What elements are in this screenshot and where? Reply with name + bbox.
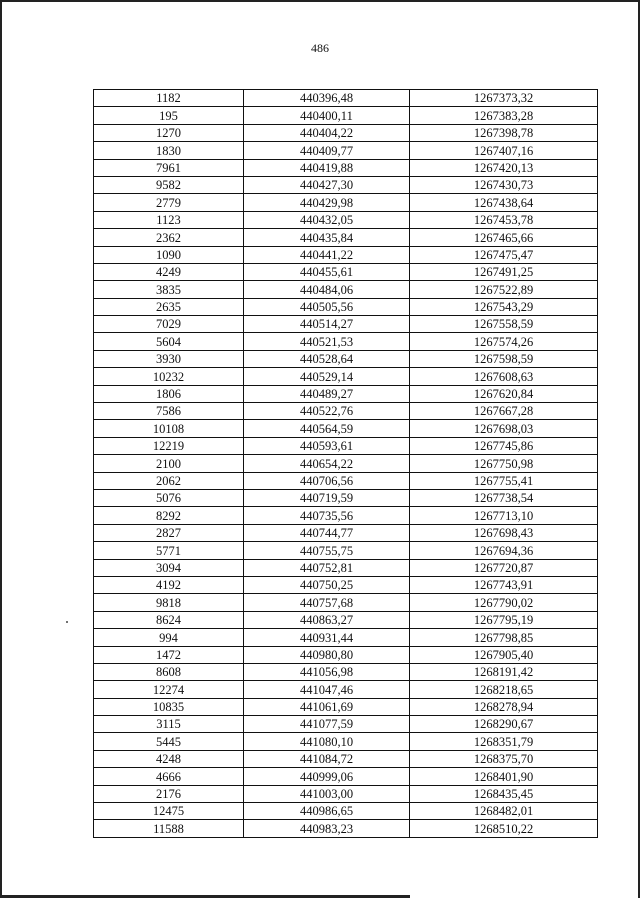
point-number-cell: 1830	[94, 142, 244, 159]
x-coordinate-cell: 440752,81	[244, 559, 410, 576]
y-coordinate-cell: 1267420,13	[410, 159, 598, 176]
point-number-cell: 195	[94, 107, 244, 124]
point-number-cell: 2827	[94, 524, 244, 541]
point-number-cell: 2635	[94, 298, 244, 315]
y-coordinate-cell: 1268191,42	[410, 663, 598, 680]
x-coordinate-cell: 440435,84	[244, 229, 410, 246]
table-row	[94, 455, 598, 472]
table-row	[94, 403, 598, 420]
x-coordinate-cell: 441056,98	[244, 663, 410, 680]
x-coordinate-cell: 440429,98	[244, 194, 410, 211]
table-row	[94, 733, 598, 750]
point-number-cell: 3930	[94, 350, 244, 367]
point-number-cell: 2100	[94, 455, 244, 472]
point-number-cell: 1806	[94, 385, 244, 402]
y-coordinate-cell: 1267522,89	[410, 281, 598, 298]
table-row	[94, 437, 598, 454]
point-number-cell: 11588	[94, 820, 244, 837]
table-row	[94, 698, 598, 715]
y-coordinate-cell: 1267438,64	[410, 194, 598, 211]
y-coordinate-cell: 1267398,78	[410, 124, 598, 141]
point-number-cell: 1182	[94, 90, 244, 107]
y-coordinate-cell: 1267453,78	[410, 211, 598, 228]
table-row	[94, 559, 598, 576]
y-coordinate-cell: 1267667,28	[410, 403, 598, 420]
x-coordinate-cell: 440505,56	[244, 298, 410, 315]
point-number-cell: 8624	[94, 611, 244, 628]
table-row	[94, 542, 598, 559]
table-row	[94, 472, 598, 489]
y-coordinate-cell: 1267598,59	[410, 350, 598, 367]
y-coordinate-cell: 1268482,01	[410, 803, 598, 820]
x-coordinate-cell: 440484,06	[244, 281, 410, 298]
table-row	[94, 142, 598, 159]
x-coordinate-cell: 441084,72	[244, 750, 410, 767]
x-coordinate-cell: 441003,00	[244, 785, 410, 802]
y-coordinate-cell: 1267608,63	[410, 368, 598, 385]
table-row	[94, 211, 598, 228]
table-row	[94, 124, 598, 141]
point-number-cell: 7961	[94, 159, 244, 176]
point-number-cell: 12475	[94, 803, 244, 820]
x-coordinate-cell: 441080,10	[244, 733, 410, 750]
x-coordinate-cell: 440419,88	[244, 159, 410, 176]
point-number-cell: 1270	[94, 124, 244, 141]
table-row	[94, 385, 598, 402]
y-coordinate-cell: 1268375,70	[410, 750, 598, 767]
table-row	[94, 681, 598, 698]
table-row	[94, 611, 598, 628]
y-coordinate-cell: 1267738,54	[410, 489, 598, 506]
point-number-cell: 2062	[94, 472, 244, 489]
point-number-cell: 3835	[94, 281, 244, 298]
point-number-cell: 7586	[94, 403, 244, 420]
page-number: 486	[311, 41, 329, 55]
x-coordinate-cell: 440409,77	[244, 142, 410, 159]
x-coordinate-cell: 440400,11	[244, 107, 410, 124]
y-coordinate-cell: 1267798,85	[410, 629, 598, 646]
page-border-top	[0, 0, 640, 2]
table-row	[94, 646, 598, 663]
y-coordinate-cell: 1267407,16	[410, 142, 598, 159]
point-number-cell: 5445	[94, 733, 244, 750]
x-coordinate-cell: 440441,22	[244, 246, 410, 263]
y-coordinate-cell: 1267755,41	[410, 472, 598, 489]
table-row	[94, 333, 598, 350]
y-coordinate-cell: 1268435,45	[410, 785, 598, 802]
x-coordinate-cell: 440514,27	[244, 316, 410, 333]
y-coordinate-cell: 1267558,59	[410, 316, 598, 333]
page-border-left	[0, 0, 2, 898]
x-coordinate-cell: 440757,68	[244, 594, 410, 611]
table-row	[94, 489, 598, 506]
x-coordinate-cell: 440396,48	[244, 90, 410, 107]
y-coordinate-cell: 1267698,43	[410, 524, 598, 541]
table-row	[94, 281, 598, 298]
y-coordinate-cell: 1267475,47	[410, 246, 598, 263]
point-number-cell: 1472	[94, 646, 244, 663]
point-number-cell: 8608	[94, 663, 244, 680]
x-coordinate-cell: 440983,23	[244, 820, 410, 837]
x-coordinate-cell: 440521,53	[244, 333, 410, 350]
y-coordinate-cell: 1267383,28	[410, 107, 598, 124]
x-coordinate-cell: 440455,61	[244, 263, 410, 280]
y-coordinate-cell: 1267698,03	[410, 420, 598, 437]
y-coordinate-cell: 1267795,19	[410, 611, 598, 628]
table-row	[94, 785, 598, 802]
x-coordinate-cell: 440593,61	[244, 437, 410, 454]
y-coordinate-cell: 1267790,02	[410, 594, 598, 611]
y-coordinate-cell: 1267465,66	[410, 229, 598, 246]
x-coordinate-cell: 440529,14	[244, 368, 410, 385]
table-row	[94, 90, 598, 107]
point-number-cell: 1090	[94, 246, 244, 263]
point-number-cell: 9582	[94, 176, 244, 193]
point-number-cell: 5604	[94, 333, 244, 350]
y-coordinate-cell: 1268290,67	[410, 716, 598, 733]
y-coordinate-cell: 1267743,91	[410, 576, 598, 593]
x-coordinate-cell: 440427,30	[244, 176, 410, 193]
point-number-cell: 8292	[94, 507, 244, 524]
table-row	[94, 524, 598, 541]
point-number-cell: 4192	[94, 576, 244, 593]
y-coordinate-cell: 1268351,79	[410, 733, 598, 750]
table-row	[94, 716, 598, 733]
table-row	[94, 803, 598, 820]
x-coordinate-cell: 441061,69	[244, 698, 410, 715]
x-coordinate-cell: 440719,59	[244, 489, 410, 506]
point-number-cell: 5076	[94, 489, 244, 506]
table-row	[94, 298, 598, 315]
table-row	[94, 750, 598, 767]
x-coordinate-cell: 440863,27	[244, 611, 410, 628]
point-number-cell: 5771	[94, 542, 244, 559]
table-row	[94, 194, 598, 211]
x-coordinate-cell: 440755,75	[244, 542, 410, 559]
table-row	[94, 594, 598, 611]
table-row	[94, 263, 598, 280]
point-number-cell: 10835	[94, 698, 244, 715]
x-coordinate-cell: 441047,46	[244, 681, 410, 698]
point-number-cell: 4249	[94, 263, 244, 280]
x-coordinate-cell: 440744,77	[244, 524, 410, 541]
point-number-cell: 12219	[94, 437, 244, 454]
y-coordinate-cell: 1267713,10	[410, 507, 598, 524]
y-coordinate-cell: 1267720,87	[410, 559, 598, 576]
x-coordinate-cell: 440735,56	[244, 507, 410, 524]
point-number-cell: 994	[94, 629, 244, 646]
point-number-cell: 4248	[94, 750, 244, 767]
x-coordinate-cell: 440750,25	[244, 576, 410, 593]
point-number-cell: 9818	[94, 594, 244, 611]
table-row	[94, 159, 598, 176]
table-row	[94, 768, 598, 785]
point-number-cell: 3115	[94, 716, 244, 733]
y-coordinate-cell: 1268510,22	[410, 820, 598, 837]
x-coordinate-cell: 440528,64	[244, 350, 410, 367]
x-coordinate-cell: 440489,27	[244, 385, 410, 402]
x-coordinate-cell: 440986,65	[244, 803, 410, 820]
point-number-cell: 12274	[94, 681, 244, 698]
table-row	[94, 629, 598, 646]
table-row	[94, 176, 598, 193]
point-number-cell: 3094	[94, 559, 244, 576]
x-coordinate-cell: 440980,80	[244, 646, 410, 663]
x-coordinate-cell: 440522,76	[244, 403, 410, 420]
scan-dot-mark	[66, 621, 68, 623]
x-coordinate-cell: 440931,44	[244, 629, 410, 646]
x-coordinate-cell: 440999,06	[244, 768, 410, 785]
y-coordinate-cell: 1268218,65	[410, 681, 598, 698]
x-coordinate-cell: 440404,22	[244, 124, 410, 141]
table-row	[94, 246, 598, 263]
y-coordinate-cell: 1268278,94	[410, 698, 598, 715]
y-coordinate-cell: 1267491,25	[410, 263, 598, 280]
point-number-cell: 2176	[94, 785, 244, 802]
x-coordinate-cell: 441077,59	[244, 716, 410, 733]
point-number-cell: 10108	[94, 420, 244, 437]
y-coordinate-cell: 1267430,73	[410, 176, 598, 193]
y-coordinate-cell: 1267694,36	[410, 542, 598, 559]
x-coordinate-cell: 440654,22	[244, 455, 410, 472]
y-coordinate-cell: 1267745,86	[410, 437, 598, 454]
point-number-cell: 4666	[94, 768, 244, 785]
x-coordinate-cell: 440564,59	[244, 420, 410, 437]
y-coordinate-cell: 1268401,90	[410, 768, 598, 785]
table-row	[94, 507, 598, 524]
y-coordinate-cell: 1267543,29	[410, 298, 598, 315]
point-number-cell: 2362	[94, 229, 244, 246]
table-row	[94, 107, 598, 124]
y-coordinate-cell: 1267574,26	[410, 333, 598, 350]
table-row	[94, 368, 598, 385]
y-coordinate-cell: 1267905,40	[410, 646, 598, 663]
coordinates-table	[93, 89, 598, 838]
point-number-cell: 2779	[94, 194, 244, 211]
table-row	[94, 420, 598, 437]
point-number-cell: 1123	[94, 211, 244, 228]
table-row	[94, 820, 598, 837]
point-number-cell: 7029	[94, 316, 244, 333]
coordinates-table-body	[94, 90, 598, 838]
x-coordinate-cell: 440706,56	[244, 472, 410, 489]
x-coordinate-cell: 440432,05	[244, 211, 410, 228]
table-row	[94, 229, 598, 246]
table-row	[94, 576, 598, 593]
y-coordinate-cell: 1267373,32	[410, 90, 598, 107]
table-row	[94, 316, 598, 333]
table-row	[94, 663, 598, 680]
y-coordinate-cell: 1267750,98	[410, 455, 598, 472]
y-coordinate-cell: 1267620,84	[410, 385, 598, 402]
table-row	[94, 350, 598, 367]
point-number-cell: 10232	[94, 368, 244, 385]
